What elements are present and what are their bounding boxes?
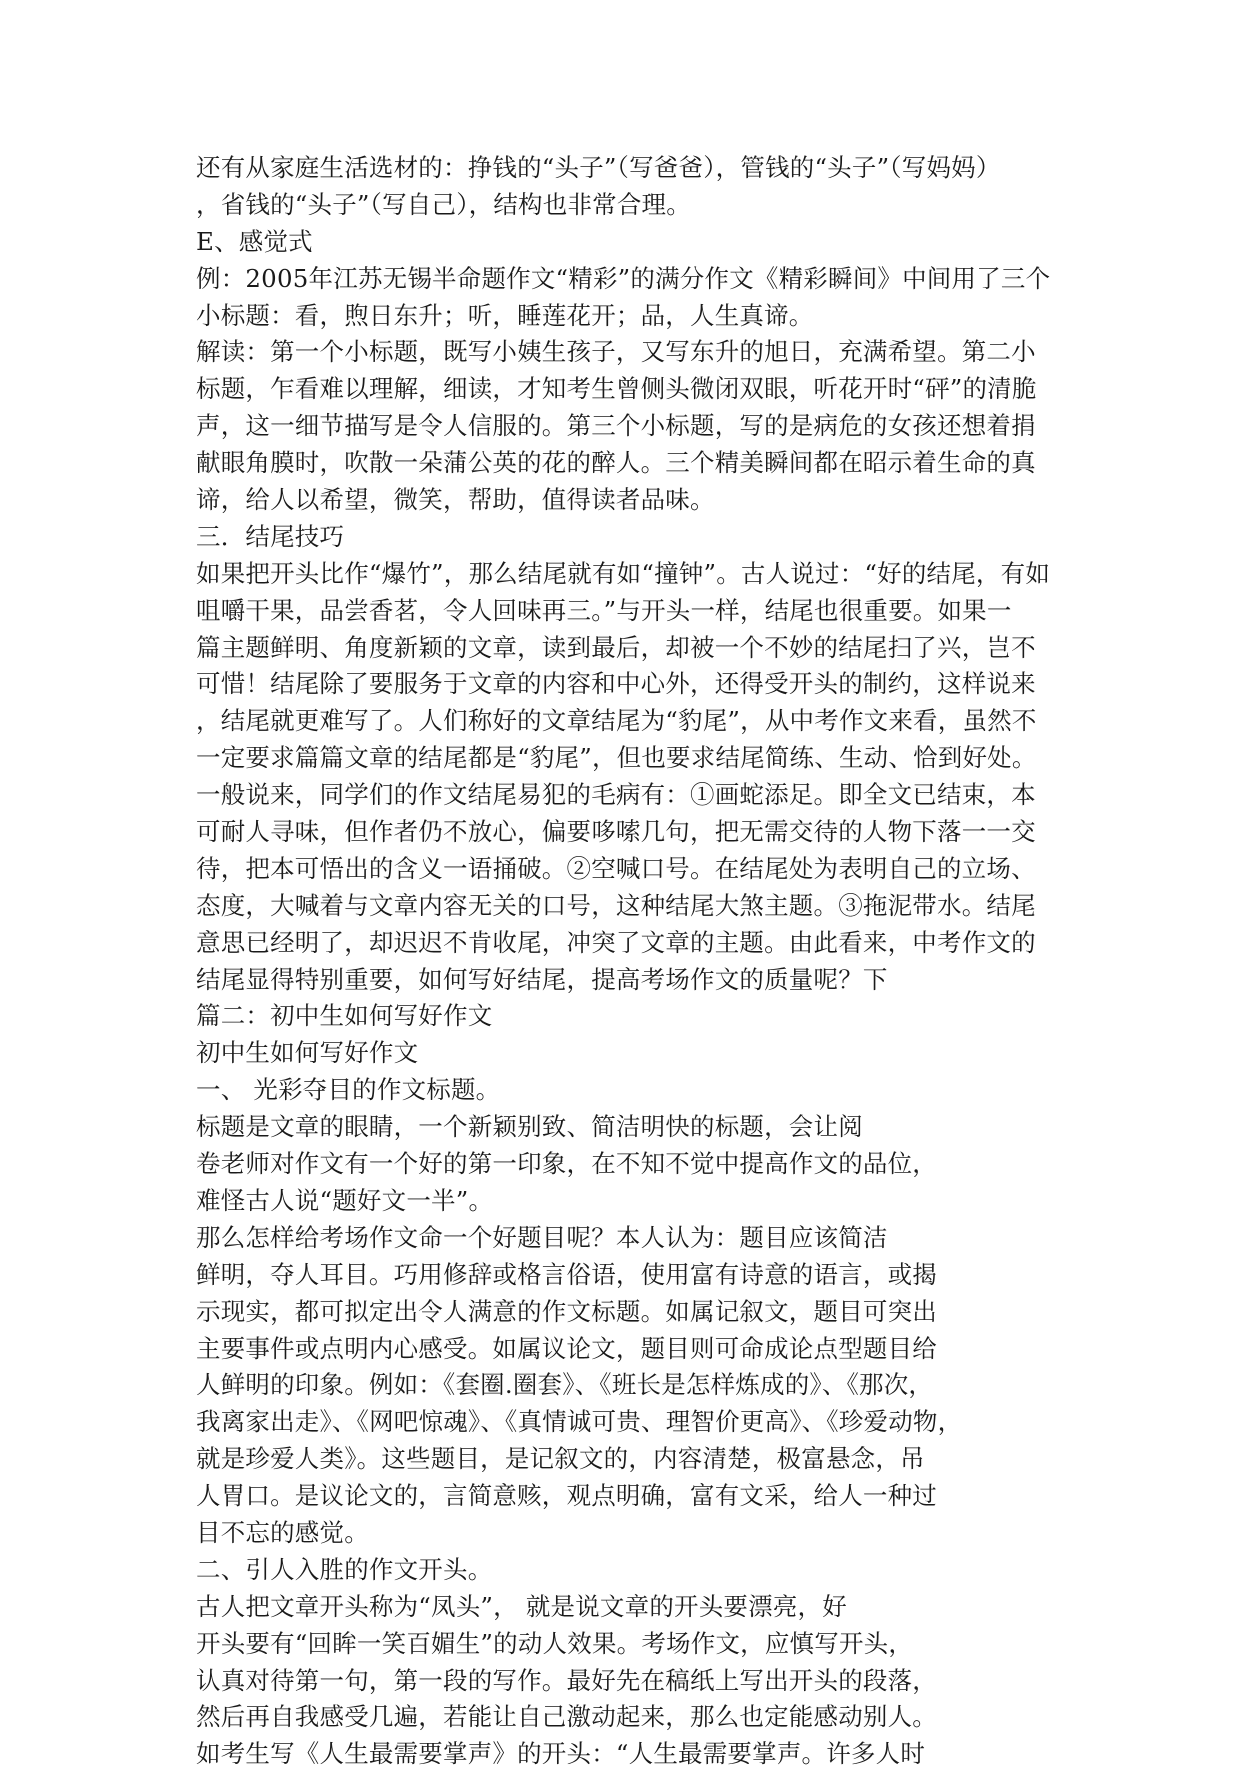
text-line: 如考生写《人生最需要掌声》的开头：“人生最需要掌声。许多人时	[196, 1739, 926, 1769]
section-heading: 三．结尾技巧	[196, 521, 345, 551]
text-line: 如果把开头比作“爆竹”，那么结尾就有如“撞钟”。古人说过：“好的结尾，有如	[196, 558, 1051, 588]
text-line: 难怪古人说“题好文一半”。	[196, 1185, 494, 1215]
text-line: 解读：第一个小标题，既写小姨生孩子，又写东升的旭日，充满希望。第二小	[196, 337, 1036, 367]
text-line: 还有从家庭生活选材的：挣钱的“头子”（写爸爸），管钱的“头子”（写妈妈）	[196, 153, 1001, 182]
document-body	[196, 150, 1076, 1773]
text-line: 鲜明，夺人耳目。巧用修辞或格言俗语，使用富有诗意的语言，或揭	[196, 1259, 937, 1289]
text-line: 咀嚼干果，品尝香茗，令人回味再三。”与开头一样，结尾也很重要。如果一	[196, 595, 1012, 625]
section-heading: 一、 光彩夺目的作文标题。	[196, 1075, 501, 1105]
text-line: 人鲜明的印象。例如：《套圈.圈套》、《班长是怎样炼成的》、《那次，	[196, 1370, 934, 1400]
text-line: 意思已经明了，却迟迟不肯收尾，冲突了文章的主题。由此看来，中考作文的	[196, 927, 1036, 957]
text-line: 开头要有“回眸一笑百媚生”的动人效果。考场作文，应慎写开头，	[196, 1628, 914, 1658]
text-line: 一般说来，同学们的作文结尾易犯的毛病有：①画蛇添足。即全文已结束，本	[196, 780, 1036, 810]
text-line: 卷老师对作文有一个好的第一印象，在不知不觉中提高作文的品位，	[196, 1149, 937, 1179]
text-line: 目不忘的感觉。	[196, 1517, 369, 1547]
text-line: 就是珍爱人类》。这些题目，是记叙文的，内容清楚，极富悬念，吊	[196, 1444, 925, 1474]
text-line: ，省钱的“头子”（写自己），结构也非常合理。	[196, 189, 691, 219]
text-line: 小标题：看，煦日东升；听，睡莲花开；品，人生真谛。	[196, 300, 814, 330]
text-line: 标题是文章的眼睛，一个新颖别致、简洁明快的标题，会让阅	[196, 1112, 863, 1142]
article-subtitle: 初中生如何写好作文	[196, 1038, 419, 1068]
text-line: 认真对待第一句，第一段的写作。最好先在稿纸上写出开头的段落，	[196, 1665, 937, 1695]
text-line: 待，把本可悟出的含义一语捅破。②空喊口号。在结尾处为表明自己的立场、	[196, 853, 1036, 883]
text-line: 古人把文章开头称为“凤头”， 就是说文章的开头要漂亮，好	[196, 1591, 847, 1621]
text-line: 我离家出走》、《网吧惊魂》、《真情诚可贵、理智价更高》、《珍爱动物，	[196, 1407, 963, 1437]
text-line: 态度，大喊着与文章内容无关的口号，这种结尾大煞主题。③拖泥带水。结尾	[196, 890, 1036, 920]
text-line: 主要事件或点明内心感受。如属议论文，题目则可命成论点型题目给	[196, 1333, 937, 1363]
text-line: 谛，给人以希望，微笑，帮助，值得读者品味。	[196, 485, 715, 515]
section-heading: 二、引人入胜的作文开头。	[196, 1554, 493, 1584]
text-line: 声，这一细节描写是令人信服的。第三个小标题，写的是病危的女孩还想着捐	[196, 411, 1036, 441]
text-line: 示现实，都可拟定出令人满意的作文标题。如属记叙文，题目可突出	[196, 1296, 937, 1326]
text-line: 一定要求篇篇文章的结尾都是“豹尾”，但也要求结尾简练、生动、恰到好处。	[196, 743, 1037, 773]
text-line: 可耐人寻味，但作者仍不放心，偏要哆嗦几句，把无需交待的人物下落一一交	[196, 817, 1036, 847]
text-line: 例：2005年江苏无锡半命题作文“精彩”的满分作文《精彩瞬间》中间用了三个	[196, 263, 1051, 293]
article-title: 篇二：初中生如何写好作文	[196, 1001, 493, 1031]
text-line: 标题，乍看难以理解，细读，才知考生曾侧头微闭双眼，听花开时“砰”的清脆	[196, 374, 1037, 404]
text-line: 献眼角膜时，吹散一朵蒲公英的花的醉人。三个精美瞬间都在昭示着生命的真	[196, 448, 1036, 478]
text-line: 可惜！结尾除了要服务于文章的内容和中心外，还得受开头的制约，这样说来	[196, 669, 1036, 699]
section-heading: E、感觉式	[196, 226, 313, 256]
text-line: 结尾显得特别重要，如何写好结尾，提高考场作文的质量呢？下	[196, 964, 888, 994]
text-line: 那么怎样给考场作文命一个好题目呢？本人认为：题目应该简洁	[196, 1222, 888, 1252]
text-line: 人胃口。是议论文的，言简意赅，观点明确，富有文采，给人一种过	[196, 1481, 937, 1511]
text-line: 篇主题鲜明、角度新颖的文章，读到最后，却被一个不妙的结尾扫了兴，岂不	[196, 632, 1036, 662]
text-line: ，结尾就更难写了。人们称好的文章结尾为“豹尾”，从中考作文来看，虽然不	[196, 706, 1037, 736]
text-line: 然后再自我感受几遍，若能让自己激动起来，那么也定能感动别人。	[196, 1702, 937, 1732]
